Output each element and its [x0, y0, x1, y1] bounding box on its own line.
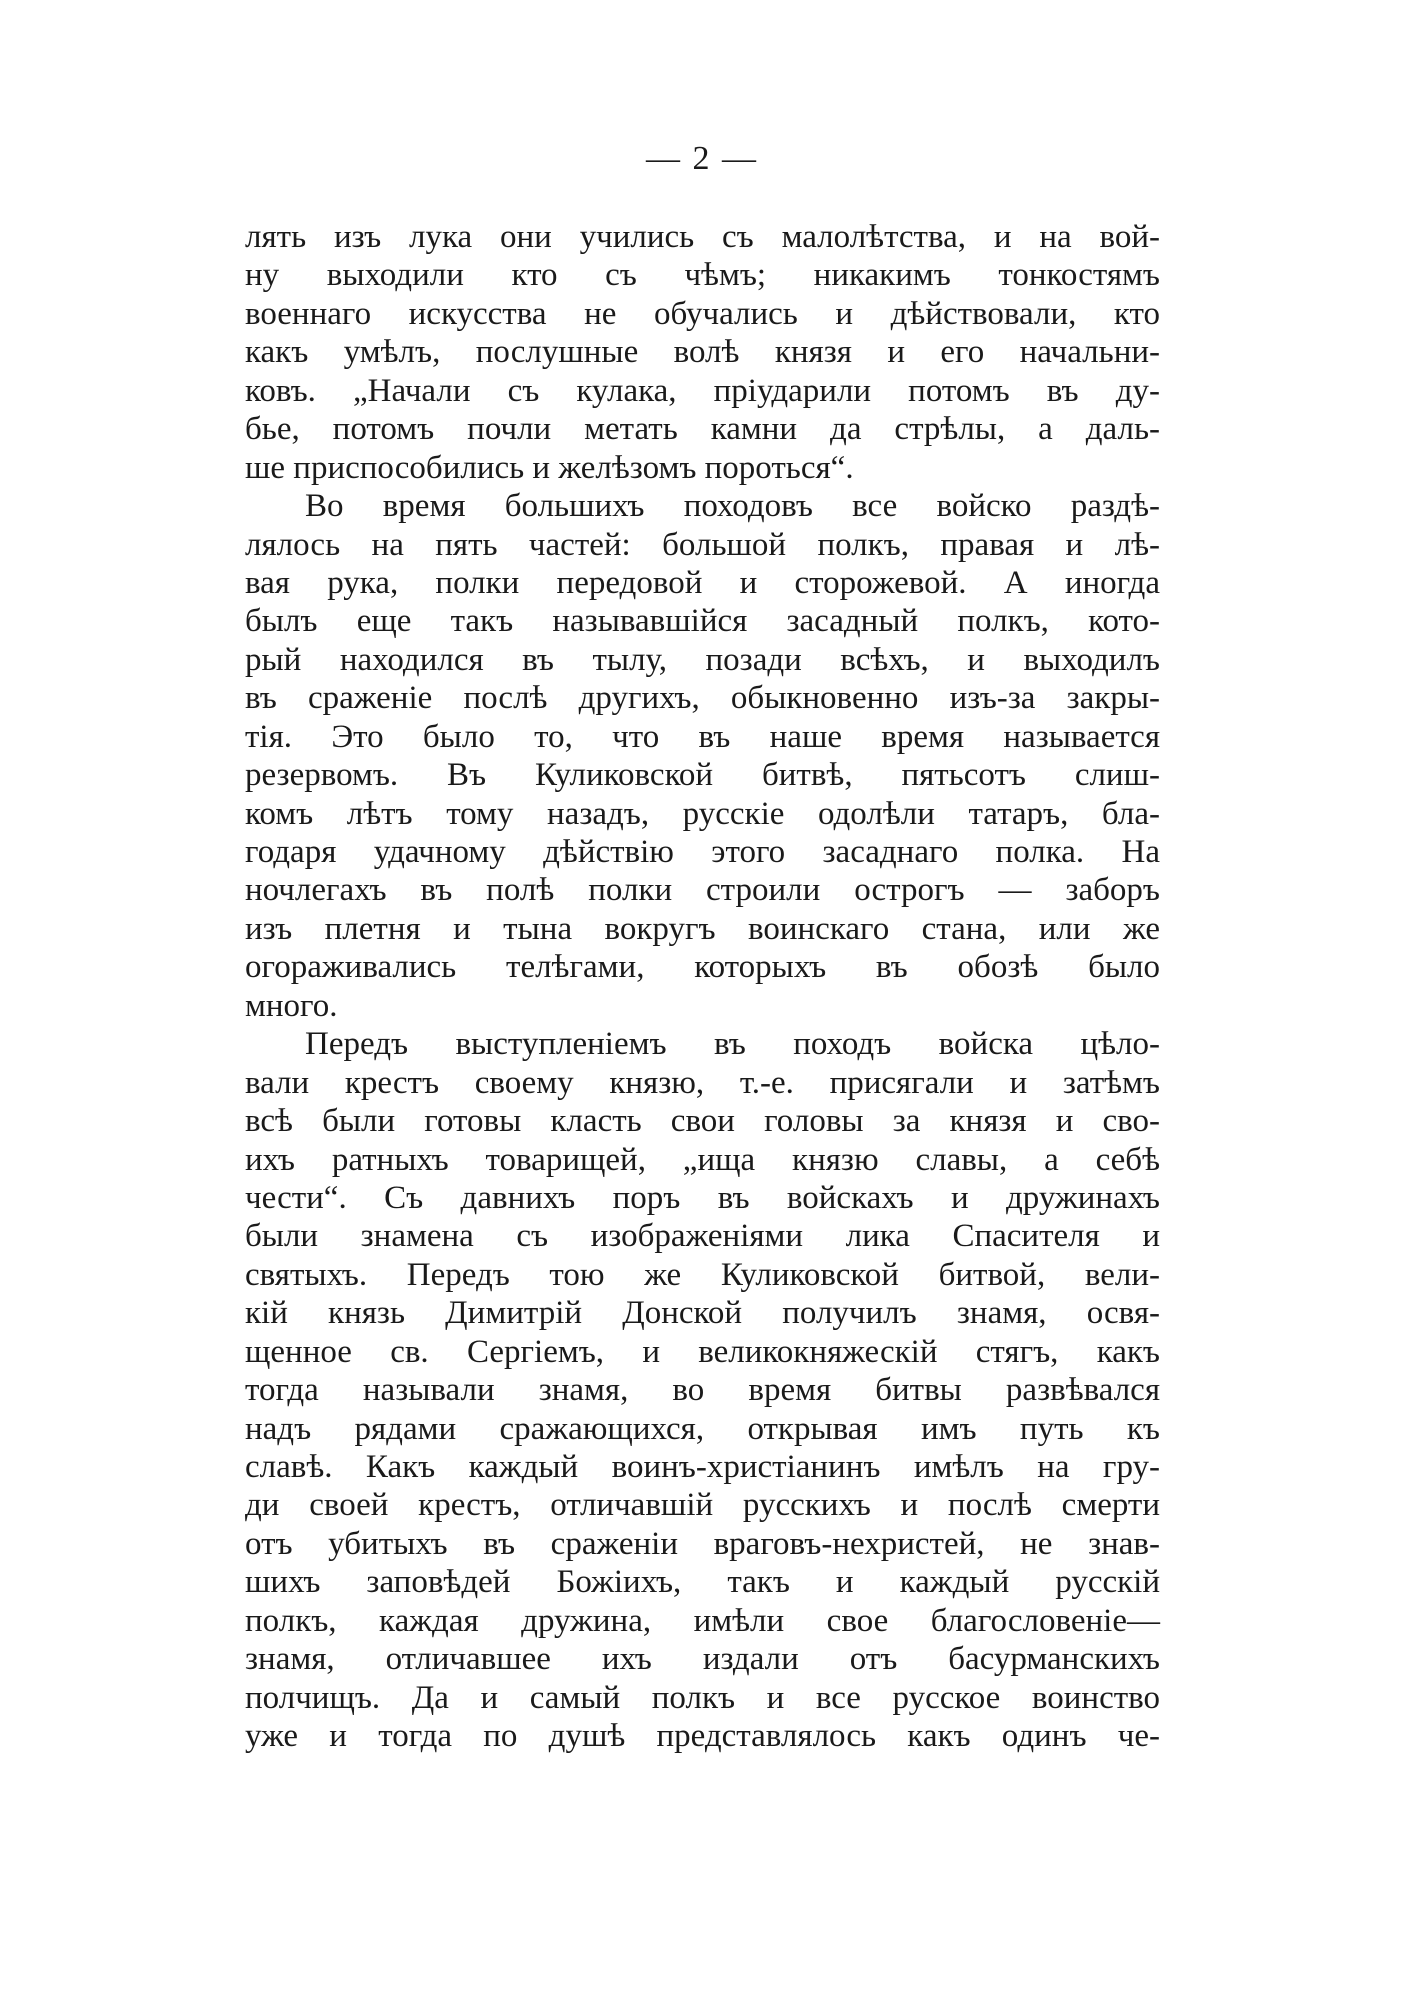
- text-line: знамя, отличавшее ихъ издали отъ басурманскихъ: [245, 1641, 1160, 1678]
- text-line: бье, потомъ почли метать камни да стрѣлы, а даль-: [245, 411, 1160, 448]
- text-line: отъ убитыхъ въ сраженіи враговъ-нехристей, не знав-: [245, 1525, 1160, 1562]
- text-line: годаря удачному дѣйствію этого засаднаго полка. На: [245, 834, 1160, 870]
- text-line: святыхъ. Передъ тою же Куликовской битвой, вели-: [245, 1256, 1160, 1293]
- text-line: уже и тогда по душѣ представлялось какъ одинъ че-: [245, 1718, 1160, 1755]
- text-line: лять изъ лука они учились съ малолѣтства, и на вой-: [245, 219, 1160, 255]
- text-line: ше приспособились и желѣзомъ пороться“.: [245, 449, 854, 486]
- text-line: ди своей крестъ, отличавшій русскихъ и послѣ смерти: [245, 1487, 1160, 1524]
- text-line: ну выходили кто съ чѣмъ; никакимъ тонкостямъ: [245, 257, 1160, 294]
- paragraph-2: [245, 487, 1160, 1025]
- paragraph-3: [245, 1025, 1160, 1755]
- text-line: тогда называли знамя, во время битвы развѣвался: [245, 1372, 1160, 1409]
- text-line: щенное св. Сергіемъ, и великокняжескій стягъ, какъ: [245, 1333, 1160, 1370]
- text-line: славѣ. Какъ каждый воинъ-христіанинъ имѣлъ на гру-: [245, 1449, 1160, 1485]
- text-line: въ сраженіе послѣ другихъ, обыкновенно изъ-за закры-: [245, 680, 1160, 717]
- body-text: [245, 218, 1160, 1756]
- text-line: чести“. Съ давнихъ поръ въ войскахъ и дружинахъ: [245, 1179, 1160, 1216]
- text-line: ихъ ратныхъ товарищей, „ища князю славы, а себѣ: [245, 1141, 1160, 1178]
- text-line: много.: [245, 987, 338, 1024]
- text-line: полкъ, каждая дружина, имѣли свое благословеніе—: [245, 1602, 1160, 1639]
- text-line: вали крестъ своему князю, т.-е. присягали и затѣмъ: [245, 1064, 1160, 1101]
- text-line: вая рука, полки передовой и сторожевой. А иногда: [245, 564, 1160, 601]
- text-line: Передъ выступленіемъ въ походъ войска цѣло-: [305, 1026, 1160, 1063]
- text-line: лялось на пять частей: большой полкъ, правая и лѣ-: [245, 526, 1160, 563]
- text-line: всѣ были готовы класть свои головы за князя и сво-: [245, 1103, 1160, 1140]
- text-line: тія. Это было то, что въ наше время называется: [245, 718, 1160, 755]
- text-line: шихъ заповѣдей Божіихъ, такъ и каждый русскій: [245, 1564, 1160, 1601]
- text-line: изъ плетня и тына вокругъ воинскаго стана, или же: [245, 910, 1160, 947]
- text-line: былъ еще такъ называвшійся засадный полкъ, кото-: [245, 603, 1160, 640]
- text-line: ночлегахъ въ полѣ полки строили острогъ — заборъ: [245, 872, 1160, 909]
- text-line: рый находился въ тылу, позади всѣхъ, и выходилъ: [245, 641, 1160, 678]
- text-line: какъ умѣлъ, послушные волѣ князя и его начальни-: [245, 334, 1160, 371]
- paragraph-1: [245, 218, 1160, 487]
- text-line: кій князь Димитрій Донской получилъ знамя, освя-: [245, 1295, 1160, 1332]
- text-line: огораживались телѣгами, которыхъ въ обозѣ было: [245, 949, 1160, 986]
- text-line: комъ лѣтъ тому назадъ, русскіе одолѣли татаръ, бла-: [245, 795, 1160, 832]
- page-number: — 2 —: [646, 140, 758, 177]
- text-line: Во время большихъ походовъ все войско раздѣ-: [305, 488, 1160, 525]
- text-line: надъ рядами сражающихся, открывая имъ путь къ: [245, 1410, 1160, 1447]
- text-line: ковъ. „Начали съ кулака, пріударили потомъ въ ду-: [245, 372, 1160, 409]
- text-line: полчищъ. Да и самый полкъ и все русское воинство: [245, 1679, 1160, 1716]
- text-line: были знамена съ изображеніями лика Спасителя и: [245, 1218, 1160, 1255]
- text-line: резервомъ. Въ Куликовской битвѣ, пятьсотъ слиш-: [245, 757, 1160, 794]
- text-line: военнаго искусства не обучались и дѣйствовали, кто: [245, 295, 1160, 332]
